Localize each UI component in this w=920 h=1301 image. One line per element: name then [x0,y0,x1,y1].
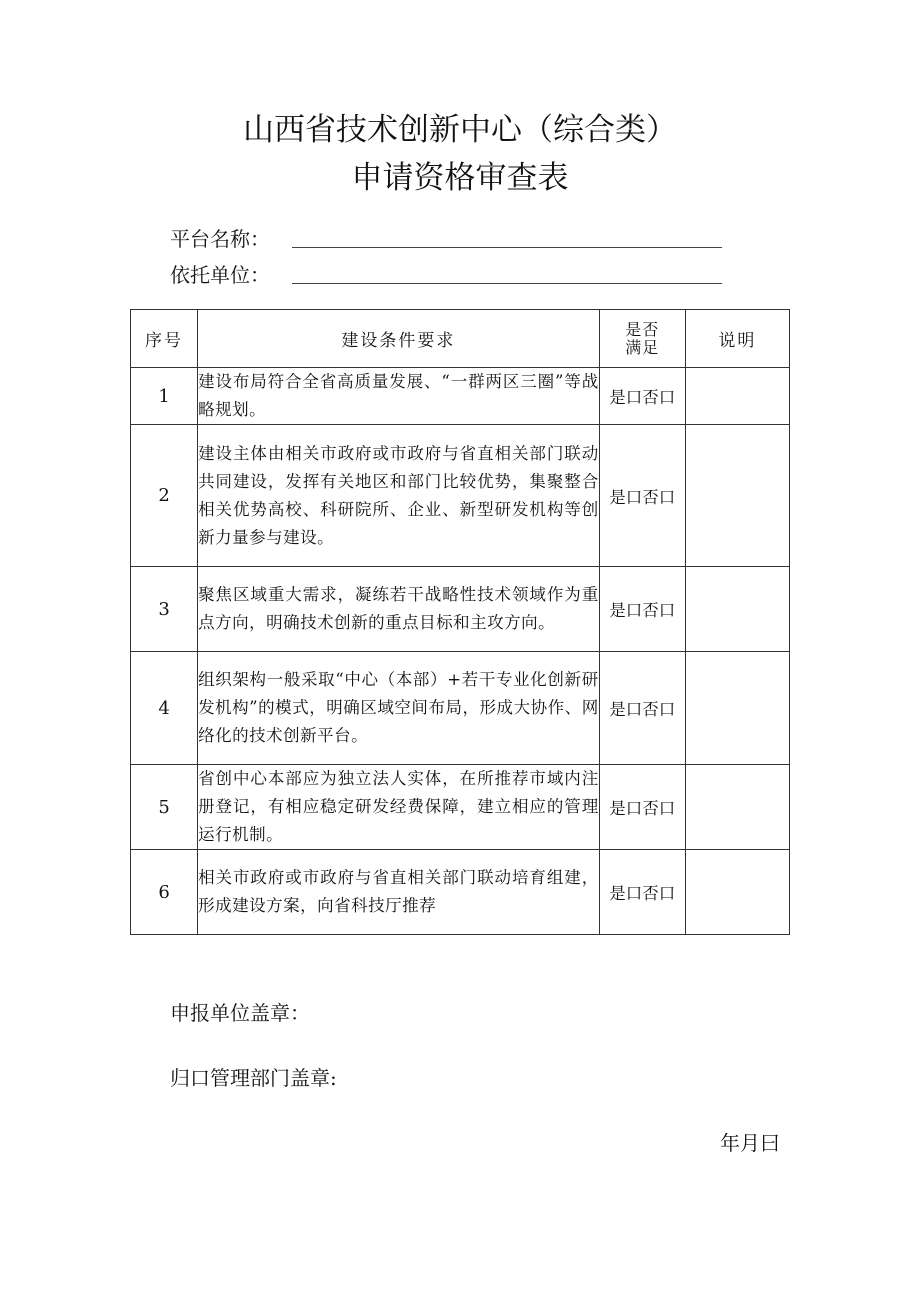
row-requirement: 组织架构一般采取“中心（本部）+若干专业化创新研发机构”的模式，明确区域空间布局，形成大协作、网络化的技术创新平台。 [198,652,600,765]
row-number: 6 [131,850,198,935]
table-row [131,652,790,765]
header-requirement: 建设条件要求 [198,310,600,368]
platform-name-field[interactable] [170,226,292,252]
host-unit-underline [292,283,722,284]
document-title-line2: 申请资格审查表 [351,160,569,196]
header-no: 序号 [131,310,198,368]
table-row [131,850,790,935]
row-number: 1 [131,368,198,425]
platform-name-label: 平台名称： [170,227,270,251]
row-satisfied-checkbox[interactable]: 是口否口 [599,368,685,425]
table-row [131,567,790,652]
department-seal-label: 归口管理部门盖章: [170,1066,337,1090]
date-label: 年月曰 [720,1131,780,1155]
row-note[interactable] [685,652,789,765]
table-row [131,765,790,850]
row-satisfied-checkbox[interactable]: 是口否口 [599,567,685,652]
row-number: 4 [131,652,198,765]
applicant-seal-label: 申报单位盖章： [170,1001,310,1025]
header-satisfied [599,310,685,368]
platform-name-underline [292,247,722,248]
row-requirement: 建设布局符合全省高质量发展、“一群两区三圈”等战略规划。 [198,368,600,425]
qualification-table [130,309,790,935]
header-satisfied-line1: 是否 [625,319,660,339]
row-note[interactable] [685,850,789,935]
row-note[interactable] [685,368,789,425]
document-title-line1: 山西省技术创新中心（综合类） [243,112,677,148]
row-requirement: 聚焦区域重大需求，凝练若干战略性技术领域作为重点方向，明确技术创新的重点目标和主攻方向。 [198,567,600,652]
row-satisfied-checkbox[interactable]: 是口否口 [599,765,685,850]
table-row [131,368,790,425]
row-number: 3 [131,567,198,652]
row-satisfied-checkbox[interactable]: 是口否口 [599,850,685,935]
row-satisfied-checkbox[interactable]: 是口否口 [599,425,685,567]
row-note[interactable] [685,567,789,652]
row-note[interactable] [685,425,789,567]
row-note[interactable] [685,765,789,850]
row-requirement: 建设主体由相关市政府或市政府与省直相关部门联动共同建设，发挥有关地区和部门比较优势，集聚整合相关优势高校、科研院所、企业、新型研发机构等创新力量参与建设。 [198,425,600,567]
row-requirement: 省创中心本部应为独立法人实体，在所推荐市域内注册登记，有相应稳定研发经费保障，建立相应的管理运行机制。 [198,765,600,850]
row-number: 2 [131,425,198,567]
table-row [131,425,790,567]
host-unit-label: 依托单位： [170,263,270,287]
row-satisfied-checkbox[interactable]: 是口否口 [599,652,685,765]
table-header-row [131,310,790,368]
header-satisfied-line2: 满足 [625,337,660,357]
header-note: 说明 [685,310,789,368]
row-requirement: 相关市政府或市政府与省直相关部门联动培育组建，形成建设方案，向省科技厅推荐 [198,850,600,935]
row-number: 5 [131,765,198,850]
host-unit-field[interactable] [170,262,292,288]
